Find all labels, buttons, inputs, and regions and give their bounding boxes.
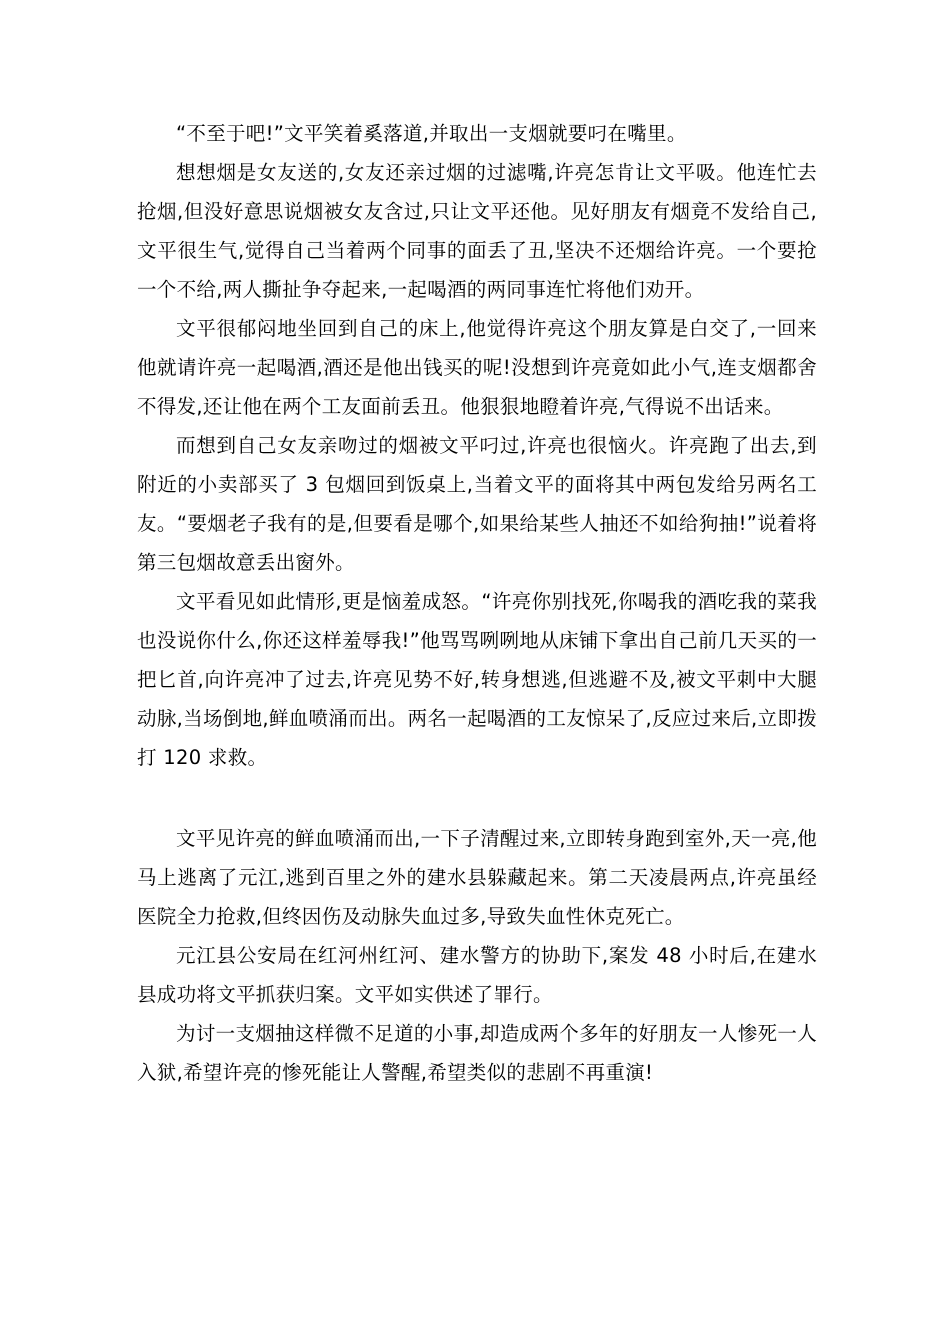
article-body <box>137 114 817 1092</box>
paragraph-4: 而想到自己女友亲吻过的烟被文平叼过,许亮也很恼火。许亮跑了出去,到附近的小卖部买了 3 包烟回到饭桌上,当着文平的面将其中两包发给另两名工友。“要烟老子我有的是,但要看是哪个,如果给某些人抽还不如给狗抽!”说着将第三包烟故意丢出窗外。 <box>137 434 817 574</box>
paragraph-2: 想想烟是女友送的,女友还亲过烟的过滤嘴,许亮怎肯让文平吸。他连忙去抢烟,但没好意思说烟被女友含过,只让文平还他。见好朋友有烟竟不发给自己,文平很生气,觉得自己当着两个同事的面丢了丑,坚决不还烟给许亮。一个要抢一个不给,两人撕扯争夺起来,一起喝酒的两同事连忙将他们劝开。 <box>137 161 817 301</box>
paragraph-5: 文平看见如此情形,更是恼羞成怒。“许亮你别找死,你喝我的酒吃我的菜我也没说你什么,你还这样羞辱我!”他骂骂咧咧地从床铺下拿出自己前几天买的一把匕首,向许亮冲了过去,许亮见势不好,转身想逃,但逃避不及,被文平刺中大腿动脉,当场倒地,鲜血喷涌而出。两名一起喝酒的工友惊呆了,反应过来后,立即拨打 120 求救。 <box>137 590 817 769</box>
paragraph-3: 文平很郁闷地坐回到自己的床上,他觉得许亮这个朋友算是白交了,一回来他就请许亮一起喝酒,酒还是他出钱买的呢!没想到许亮竟如此小气,连支烟都舍不得发,还让他在两个工友面前丢丑。他狠狠地瞪着许亮,气得说不出话来。 <box>137 317 817 418</box>
paragraph-7: 元江县公安局在红河州红河、建水警方的协助下,案发 48 小时后,在建水县成功将文平抓获归案。文平如实供述了罪行。 <box>137 944 817 1006</box>
paragraph-1: “不至于吧!”文平笑着奚落道,并取出一支烟就要叼在嘴里。 <box>176 122 687 145</box>
paragraph-8: 为讨一支烟抽这样微不足道的小事,却造成两个多年的好朋友一人惨死一人入狱,希望许亮的惨死能让人警醒,希望类似的悲剧不再重演! <box>137 1022 817 1084</box>
paragraph-6: 文平见许亮的鲜血喷涌而出,一下子清醒过来,立即转身跑到室外,天一亮,他马上逃离了元江,逃到百里之外的建水县躲藏起来。第二天凌晨两点,许亮虽经医院全力抢救,但终因伤及动脉失血过多,导致失血性休克死亡。 <box>137 827 817 928</box>
